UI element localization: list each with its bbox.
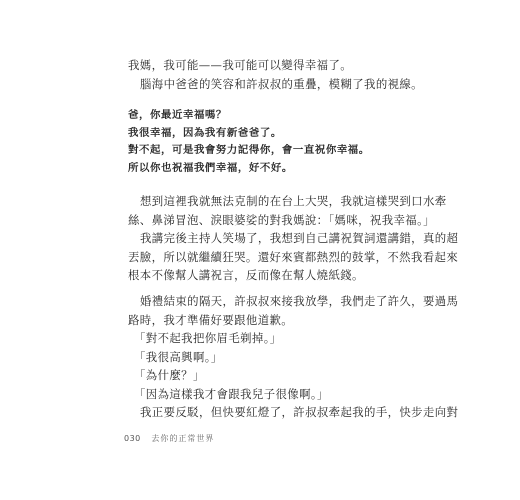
dialogue-line: 「因為這樣我才會跟我兒子很像啊。」 [134,386,329,401]
text-line: 想到這裡我就無法克制的在台上大哭，我就這樣哭到口水牽 [140,194,447,208]
text-line: 我正要反駁，但快要紅燈了，許叔叔牽起我的手，快步走向對 [140,405,459,419]
letter-line: 對不起，可是我會努力記得你，會一直祝你幸福。 [128,144,370,156]
text-line: 腦海中爸爸的笑容和許叔叔的重疊，模糊了我的視線。 [140,76,423,91]
text-line: 丟臉，所以就繼續狂哭。還好來賓都熱烈的鼓掌，不然我看起來 [128,249,459,264]
letter-to-father [128,107,370,177]
letter-line: 所以你也祝福我們幸福，好不好。 [128,161,293,174]
paragraph-day-after [128,292,458,422]
page-footer [124,433,214,444]
paragraph-wedding-speech [128,192,458,285]
dialogue-line: 「為什麼？」 [134,368,205,382]
letter-line: 我很幸福，因為我有新爸爸了。 [128,126,282,139]
text-line: 我媽，我可能——我可能可以變得幸福了。 [128,58,353,72]
dialogue-line: 「對不起我把你眉毛剃掉。」 [134,331,282,345]
text-line: 我講完後主持人笑場了，我想到自己講祝賀詞還講錯，真的超 [140,231,459,245]
paragraph-opening [128,56,423,93]
dialogue-line: 「我很高興啊。」 [134,349,223,364]
text-line: 根本不像幫人講祝言，反而像在幫人燒紙錢。 [128,268,364,282]
running-title: 去你的正常世界 [151,434,215,443]
letter-line: 爸，你最近幸福嗎？ [128,109,227,121]
text-line: 路時，我才準備好要跟他道歉。 [128,312,294,327]
text-line: 絲、鼻涕冒泡、淚眼婆娑的對我媽說：「媽咪，祝我幸福。」 [128,212,435,227]
text-line: 婚禮結束的隔天，許叔叔來接我放學，我們走了許久，要過馬 [140,294,459,308]
page-number: 030 [124,434,141,443]
